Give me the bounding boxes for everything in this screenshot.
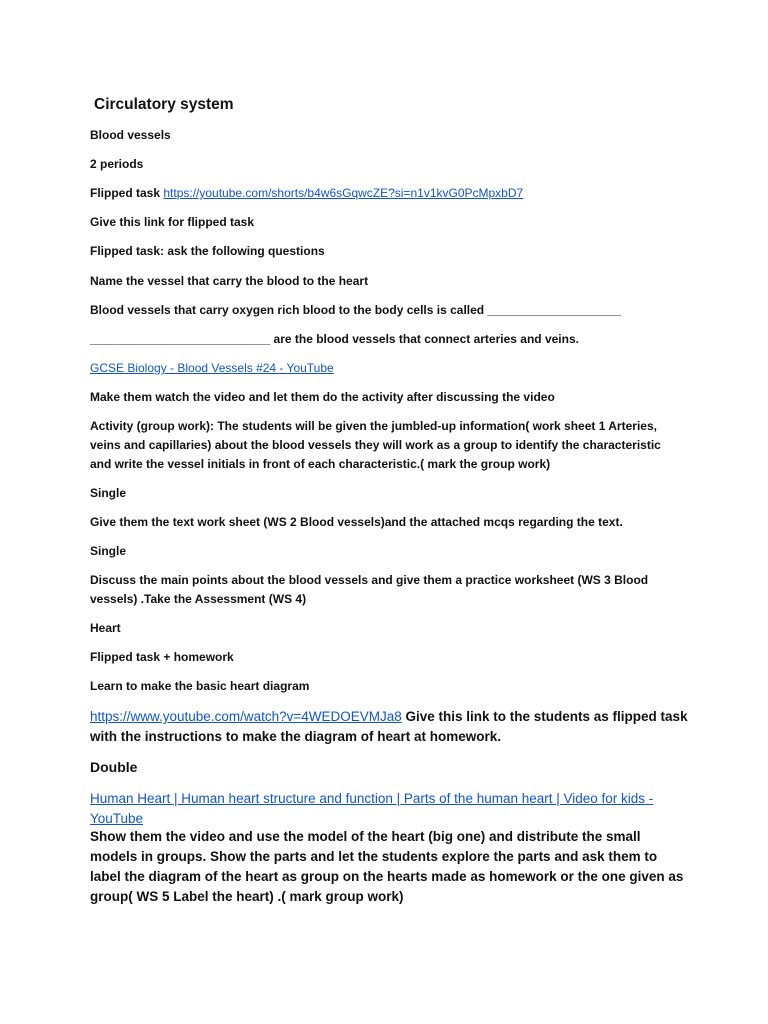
give-link-text: Give this link for flipped task [90,215,255,229]
discuss-paragraph: Discuss the main points about the blood vessels and give them a practice worksheet (WS 3 Blood vessels) .Take the Assessment (WS 4) [90,573,649,606]
text-worksheet-text: Give them the text work sheet (WS 2 Blood vessels)and the attached mcqs regarding the text. [90,515,623,529]
single-heading-1: Single [90,486,127,500]
heart-link-instructions: Give this link to the students as flipped task with the instructions to make the diagram of heart at homework. [90,709,688,744]
ask-questions-text: Flipped task: ask the following questions [90,244,325,258]
human-heart-video-link[interactable]: Human Heart | Human heart structure and function | Parts of the human heart | Video for kids - YouTube [90,791,654,826]
flipped-homework-text: Flipped task + homework [90,650,234,664]
make-them-watch-text: Make them watch the video and let them do the activity after discussing the video [90,390,555,404]
document-title: Circulatory system [94,96,234,113]
gcse-video-line [90,359,690,378]
question-3: ___________________________ are the blood vessels that connect arteries and veins. [90,332,579,346]
learn-diagram-text: Learn to make the basic heart diagram [90,679,310,693]
heart-link-paragraph [90,707,690,747]
single-heading-2: Single [90,544,127,558]
gcse-video-link[interactable]: GCSE Biology - Blood Vessels #24 - YouTube [90,361,334,375]
double-heading: Double [90,759,138,775]
question-2: Blood vessels that carry oxygen rich blood to the body cells is called ____________________ [90,303,621,317]
blood-vessels-heading: Blood vessels [90,128,171,142]
activity-paragraph: Activity (group work): The students will be given the jumbled-up information( work sheet 1 Arteries, veins and capillaries) about the blood vessels they will work as a group to identify the characteristic and write the vessel initials in front of each characteristic.( mark the group work) [90,419,661,471]
flipped-task-label: Flipped task [90,186,164,200]
heart-video-link[interactable]: https://www.youtube.com/watch?v=4WEDOEVMJa8 [90,709,402,724]
periods-text: 2 periods [90,157,144,171]
heart-heading: Heart [90,621,121,635]
flipped-task-line [90,184,690,203]
flipped-task-link[interactable]: https://youtube.com/shorts/b4w6sGqwcZE?si=n1v1kvG0PcMpxbD7 [163,186,524,200]
human-heart-line [90,789,680,829]
question-1: Name the vessel that carry the blood to the heart [90,274,369,288]
show-video-paragraph: Show them the video and use the model of the heart (big one) and distribute the small models in groups. Show the parts and let the students explore the parts and ask them to label the diagram of the heart as group on the hearts made as homework or the one given as group( WS 5 Label the heart) .( mark group work) [90,829,684,904]
